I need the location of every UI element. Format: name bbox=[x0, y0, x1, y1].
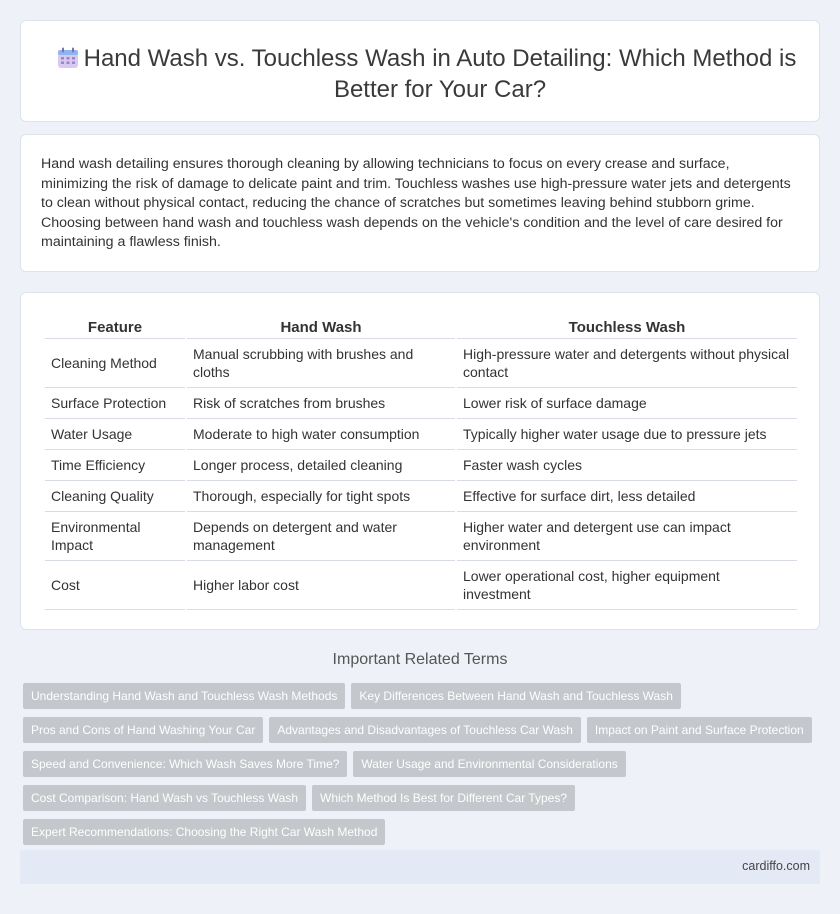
table-cell: Faster wash cycles bbox=[457, 450, 797, 481]
related-term-tag[interactable]: Advantages and Disadvantages of Touchless Car Wash bbox=[269, 717, 581, 743]
footer-site-link[interactable]: cardiffo.com bbox=[742, 859, 810, 873]
table-row bbox=[45, 339, 797, 388]
table-cell: Depends on detergent and water management bbox=[187, 512, 455, 561]
table-cell: Moderate to high water consumption bbox=[187, 419, 455, 450]
related-term-tag[interactable]: Speed and Convenience: Which Wash Saves More Time? bbox=[23, 751, 347, 777]
comparison-table-card bbox=[20, 292, 820, 630]
header-hand-wash: Hand Wash bbox=[187, 313, 455, 339]
header-feature: Feature bbox=[45, 313, 185, 339]
table-cell: Lower risk of surface damage bbox=[457, 388, 797, 419]
table-cell: Higher water and detergent use can impact environment bbox=[457, 512, 797, 561]
page-title: Hand Wash vs. Touchless Wash in Auto Detailing: Which Method is Better for Your Car? bbox=[83, 45, 797, 103]
related-terms-list bbox=[23, 683, 823, 853]
related-term-tag[interactable]: Cost Comparison: Hand Wash vs Touchless Wash bbox=[23, 785, 306, 811]
related-term-tag[interactable]: Pros and Cons of Hand Washing Your Car bbox=[23, 717, 263, 743]
intro-paragraph: Hand wash detailing ensures thorough cleaning by allowing technicians to focus on every crease and surface, minimizing the risk of damage to delicate paint and trim. Touchless washes use high-pressure water jets and detergents to clean without physical contact, reducing the chance of scratches but sometimes leaving behind stubborn grime. Choosing between hand wash and touchless wash depends on the vehicle's condition and the level of care desired for maintaining a flawless finish. bbox=[41, 156, 791, 250]
table-cell: Environmental Impact bbox=[45, 512, 185, 561]
related-term-tag[interactable]: Water Usage and Environmental Considerations bbox=[353, 751, 625, 777]
table-row bbox=[45, 388, 797, 419]
table-cell: Time Efficiency bbox=[45, 450, 185, 481]
table-cell: High-pressure water and detergents without physical contact bbox=[457, 339, 797, 388]
table-cell: Water Usage bbox=[45, 419, 185, 450]
table-cell: Cleaning Quality bbox=[45, 481, 185, 512]
table-cell: Surface Protection bbox=[45, 388, 185, 419]
related-term-tag[interactable]: Understanding Hand Wash and Touchless Wash Methods bbox=[23, 683, 345, 709]
related-term-tag[interactable]: Key Differences Between Hand Wash and Touchless Wash bbox=[351, 683, 681, 709]
table-cell: Thorough, especially for tight spots bbox=[187, 481, 455, 512]
related-term-tag[interactable]: Which Method Is Best for Different Car Types? bbox=[312, 785, 575, 811]
intro-card bbox=[20, 134, 820, 272]
table-cell: Effective for surface dirt, less detailed bbox=[457, 481, 797, 512]
table-cell: Lower operational cost, higher equipment investment bbox=[457, 561, 797, 610]
table-row bbox=[45, 419, 797, 450]
table-row bbox=[45, 512, 797, 561]
related-term-tag[interactable]: Impact on Paint and Surface Protection bbox=[587, 717, 812, 743]
table-cell: Higher labor cost bbox=[187, 561, 455, 610]
footer bbox=[20, 850, 820, 884]
table-cell: Cleaning Method bbox=[45, 339, 185, 388]
table-cell: Manual scrubbing with brushes and cloths bbox=[187, 339, 455, 388]
table-row bbox=[45, 561, 797, 610]
table-header-row bbox=[45, 313, 797, 339]
comparison-table bbox=[43, 313, 799, 610]
related-terms-title: Important Related Terms bbox=[332, 651, 508, 668]
related-term-tag[interactable]: Expert Recommendations: Choosing the Right Car Wash Method bbox=[23, 819, 385, 845]
table-cell: Risk of scratches from brushes bbox=[187, 388, 455, 419]
table-cell: Typically higher water usage due to pressure jets bbox=[457, 419, 797, 450]
header-touchless-wash: Touchless Wash bbox=[457, 313, 797, 339]
table-cell: Cost bbox=[45, 561, 185, 610]
table-row bbox=[45, 450, 797, 481]
table-row bbox=[45, 481, 797, 512]
table-cell: Longer process, detailed cleaning bbox=[187, 450, 455, 481]
title-card bbox=[20, 20, 820, 122]
